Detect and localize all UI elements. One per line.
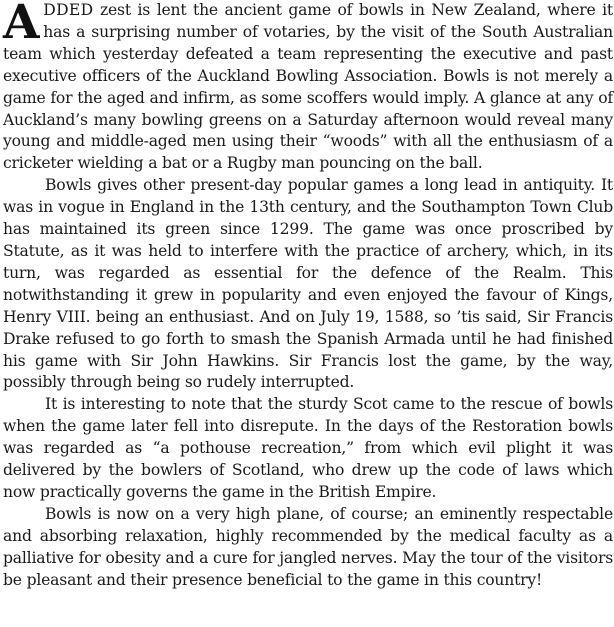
article-paragraph-4: Bowls is now on a very high plane, of course; an eminently respectable and absorbing relaxation, highly recommended by the medical faculty as a palliative for obesity and a cure for jangled nerves. May the tour of the visitors be pleasant and their presence beneficial to the game in this country! bbox=[3, 504, 613, 589]
article-paragraph-2: Bowls gives other present-day popular games a long lead in antiquity. It was in vogue in England in the 13th century, and the Southampton Town Club has maintained its green since 1299. The game was once proscribed by Statute, as it was held to interfere with the practice of archery, which, in its turn, was regarded as essential for the defence of the Realm. This notwithstanding it grew in popularity and even enjoyed the favour of Kings, Henry VIII. being an enthusiast. And on July 19, 1588, so ’tis said, Sir Francis Drake refused to go forth to smash the Spanish Armada until he had finished his game with Sir John Hawkins. Sir Francis lost the game, by the way, possibly through being so rudely interrupted. bbox=[3, 176, 613, 392]
article-paragraph-1 bbox=[3, 0, 613, 175]
article-paragraph-3: It is interesting to note that the sturdy Scot came to the rescue of bowls when the game later fell into disrepute. In the days of the Restoration bowls was regarded as “a pothouse recreation,” from which evil plight it was delivered by the bowlers of Scotland, who drew up the code of laws which now practically governs the game in the British Empire. bbox=[3, 395, 613, 501]
drop-cap: A bbox=[3, 0, 40, 50]
paragraph-1-text: zest is lent the ancient game of bowls in New Zealand, where it has a surprising number of votaries, by the visit of the South Australian team which yesterday defeated a team representing the executive and past executive officers of the Auckland Bowling Association. Bowls is not merely a game for the aged and infirm, as some scoffers would imply. A glance at any of Auckland’s many bowling greens on a Saturday afternoon would reveal many young and middle-aged men using their “woods” with all the enthusiasm of a cricketer wielding a bat or a Rugby man pouncing on the ball. bbox=[3, 1, 613, 173]
opening-caps: DDED bbox=[43, 1, 94, 19]
